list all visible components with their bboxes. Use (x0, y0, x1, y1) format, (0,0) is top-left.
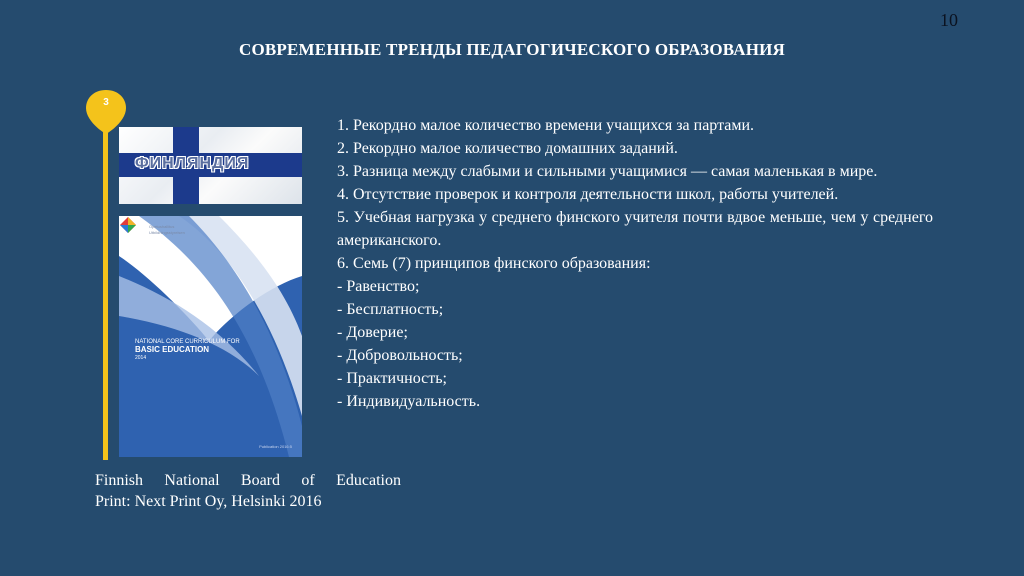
list-item: 6. Семь (7) принципов финского образования: (337, 255, 651, 272)
book-org: Opetushallitus Utbildningsstyrelsen (149, 224, 185, 235)
list-item: 4. Отсутствие проверок и контроля деятельности школ, работы учителей. (337, 186, 839, 203)
book-cover-art (119, 216, 302, 457)
slide-title: СОВРЕМЕННЫЕ ТРЕНДЫ ПЕДАГОГИЧЕСКОГО ОБРАЗОВАНИЯ (238, 40, 786, 59)
list-item: 3. Разница между слабыми и сильными учащимися — самая маленькая в мире. (337, 163, 878, 180)
caption-line-1: Finnish National Board of Education (95, 472, 401, 489)
flag-label: ФИНЛЯНДИЯ (135, 155, 250, 172)
list-item: - Практичность; (337, 370, 447, 387)
list-item: - Бесплатность; (337, 301, 444, 318)
caption-line-2: Print: Next Print Oy, Helsinki 2016 (95, 493, 322, 510)
slide-number: 10 (940, 10, 958, 30)
list-item: 1. Рекордно малое количество времени учащихся за партами. (337, 117, 755, 134)
list-item: - Доверие; (337, 324, 408, 341)
marker-number: 3 (103, 97, 109, 108)
trends-list (337, 114, 933, 413)
list-item: - Добровольность; (337, 347, 463, 364)
book-footer: Publication 2016:5 (259, 444, 292, 449)
book-title: NATIONAL CORE CURRICULUM FOR BASIC EDUCATION 2014 (135, 339, 240, 361)
finland-flag (119, 127, 302, 204)
list-item: 5. Учебная нагрузка у среднего финского учителя почти вдвое меньше, чем у среднего американского. (337, 209, 933, 249)
list-item: - Индивидуальность. (337, 393, 481, 410)
timeline-pole (103, 104, 108, 460)
list-item: - Равенство; (337, 278, 420, 295)
list-item: 2. Рекордно малое количество домашних заданий. (337, 140, 678, 157)
book-logo-icon (119, 216, 137, 234)
image-caption (95, 470, 415, 512)
book-cover (119, 216, 302, 457)
